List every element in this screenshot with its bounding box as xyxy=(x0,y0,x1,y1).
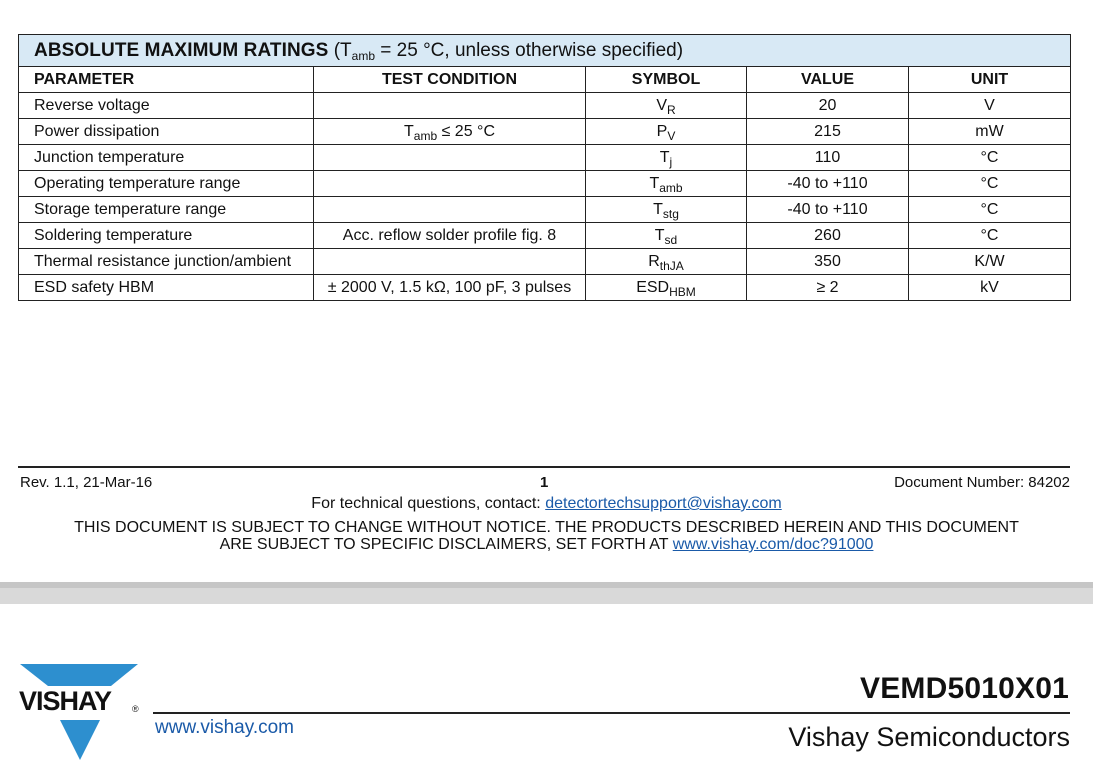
unit-text: mW xyxy=(975,122,1004,140)
cell-test-condition xyxy=(314,275,586,301)
cell-value xyxy=(747,275,909,301)
part-number: VEMD5010X01 xyxy=(860,672,1069,705)
table-row xyxy=(19,93,1071,119)
symbol-subscript: amb xyxy=(659,180,683,195)
value-text: -40 to +110 xyxy=(787,174,868,192)
cell-symbol xyxy=(586,223,747,249)
revision-label: Rev. 1.1, 21-Mar-16 xyxy=(20,474,153,491)
symbol-text: T xyxy=(659,148,670,166)
table-row xyxy=(19,119,1071,145)
symbol-text: R xyxy=(648,252,660,270)
cell-parameter xyxy=(19,171,314,197)
symbol-text: ESD xyxy=(636,278,670,296)
cell-parameter xyxy=(19,249,314,275)
footer-divider xyxy=(18,466,1070,468)
unit-text: °C xyxy=(980,200,999,218)
table-row xyxy=(19,171,1071,197)
contact-prefix: For technical questions, contact: xyxy=(311,495,546,512)
cell-test-condition xyxy=(314,249,586,275)
contact-email-link[interactable]: detectortechsupport@vishay.com xyxy=(545,495,782,512)
table-row xyxy=(19,145,1071,171)
cell-unit xyxy=(909,249,1071,275)
cell-test-condition xyxy=(314,171,586,197)
cell-unit xyxy=(909,223,1071,249)
value-text: 260 xyxy=(814,226,841,244)
cell-test-condition xyxy=(314,223,586,249)
parameter-text: Power dissipation xyxy=(34,122,160,140)
cell-unit xyxy=(909,93,1071,119)
value-text: 350 xyxy=(814,252,841,270)
registered-mark: ® xyxy=(132,704,139,714)
parameter-text: Reverse voltage xyxy=(34,96,150,114)
cell-test-condition xyxy=(314,93,586,119)
cell-symbol xyxy=(586,119,747,145)
company-name: Vishay Semiconductors xyxy=(788,722,1070,752)
table-title xyxy=(19,35,1071,67)
parameter-text: Storage temperature range xyxy=(34,200,227,218)
unit-text: °C xyxy=(980,148,999,166)
unit-text: °C xyxy=(980,174,999,192)
table-title-condition-open: (T xyxy=(333,39,352,61)
value-text: 20 xyxy=(818,96,837,114)
cell-value xyxy=(747,119,909,145)
cell-value xyxy=(747,223,909,249)
symbol-subscript: stg xyxy=(662,206,679,221)
table-title-condition-sub: amb xyxy=(351,48,375,63)
symbol-subscript: j xyxy=(669,154,673,169)
column-header-test-condition: TEST CONDITION xyxy=(314,67,586,93)
disclaimer-line-2 xyxy=(0,536,1093,553)
page-separator-shadow xyxy=(0,582,1093,588)
table-title-main: ABSOLUTE MAXIMUM RATINGS xyxy=(34,39,329,61)
value-text: -40 to +110 xyxy=(787,200,868,218)
table-row xyxy=(19,223,1071,249)
cell-value xyxy=(747,197,909,223)
cell-test-condition xyxy=(314,119,586,145)
table-title-condition-rest: = 25 °C, unless otherwise specified) xyxy=(375,39,684,61)
cell-symbol xyxy=(586,171,747,197)
cell-unit xyxy=(909,145,1071,171)
cell-value xyxy=(747,249,909,275)
parameter-text: Soldering temperature xyxy=(34,226,193,244)
cell-symbol xyxy=(586,93,747,119)
parameter-text: Thermal resistance junction/ambient xyxy=(34,252,292,270)
table-header-row xyxy=(19,67,1071,93)
cell-parameter xyxy=(19,93,314,119)
website-link[interactable]: www.vishay.com xyxy=(155,717,295,738)
absolute-maximum-ratings-table xyxy=(18,34,1071,301)
disclaimer-line-2-text: ARE SUBJECT TO SPECIFIC DISCLAIMERS, SET FORTH AT xyxy=(219,536,673,553)
disclaimer-line-1: THIS DOCUMENT IS SUBJECT TO CHANGE WITHOUT NOTICE. THE PRODUCTS DESCRIBED HEREIN AND THIS DOCUMENT xyxy=(74,519,1019,536)
table-row xyxy=(19,249,1071,275)
table-row xyxy=(19,275,1071,301)
cell-parameter xyxy=(19,223,314,249)
symbol-text: T xyxy=(654,226,665,244)
parameter-text: Junction temperature xyxy=(34,148,185,166)
table-row xyxy=(19,197,1071,223)
value-text: ≥ 2 xyxy=(816,278,839,296)
header-divider xyxy=(153,712,1070,714)
cell-symbol xyxy=(586,197,747,223)
condition-text: Acc. reflow solder profile fig. 8 xyxy=(342,226,557,244)
cell-parameter xyxy=(19,145,314,171)
unit-text: V xyxy=(984,96,995,114)
symbol-subscript: R xyxy=(667,102,676,117)
cell-parameter xyxy=(19,119,314,145)
page-separator xyxy=(0,582,1093,604)
cell-symbol xyxy=(586,145,747,171)
cell-value xyxy=(747,171,909,197)
cell-parameter xyxy=(19,275,314,301)
unit-text: kV xyxy=(980,278,999,296)
parameter-text: Operating temperature range xyxy=(34,174,241,192)
cell-unit xyxy=(909,171,1071,197)
technical-contact xyxy=(0,495,1093,513)
condition-rest: ≤ 25 °C xyxy=(437,122,495,140)
unit-text: °C xyxy=(980,226,999,244)
symbol-text: T xyxy=(653,200,663,218)
symbol-subscript: V xyxy=(667,128,676,143)
logo-wordmark: VISHAY xyxy=(19,686,112,716)
symbol-text: T xyxy=(649,174,660,192)
symbol-subscript: thJA xyxy=(659,258,684,273)
symbol-subscript: sd xyxy=(664,232,678,247)
column-header-parameter: PARAMETER xyxy=(19,67,314,93)
page-number: 1 xyxy=(540,474,549,491)
disclaimer xyxy=(0,519,1093,553)
condition-text: ± 2000 V, 1.5 kΩ, 100 pF, 3 pulses xyxy=(327,278,572,296)
cell-symbol xyxy=(586,249,747,275)
column-header-unit: UNIT xyxy=(909,67,1071,93)
value-text: 215 xyxy=(814,122,841,140)
symbol-text: P xyxy=(656,122,668,140)
column-header-value: VALUE xyxy=(747,67,909,93)
cell-unit xyxy=(909,197,1071,223)
cell-unit xyxy=(909,119,1071,145)
condition-text: T xyxy=(404,122,414,140)
document-number: Document Number: 84202 xyxy=(894,474,1070,491)
cell-test-condition xyxy=(314,145,586,171)
cell-unit xyxy=(909,275,1071,301)
symbol-text: V xyxy=(656,96,667,114)
condition-subscript: amb xyxy=(413,128,438,143)
unit-text: K/W xyxy=(974,252,1005,270)
disclaimer-link[interactable]: www.vishay.com/doc?91000 xyxy=(672,536,874,553)
cell-symbol xyxy=(586,275,747,301)
column-header-symbol: SYMBOL xyxy=(586,67,747,93)
cell-test-condition xyxy=(314,197,586,223)
cell-value xyxy=(747,145,909,171)
cell-value xyxy=(747,93,909,119)
cell-parameter xyxy=(19,197,314,223)
value-text: 110 xyxy=(814,148,841,166)
symbol-subscript: HBM xyxy=(669,284,696,299)
parameter-text: ESD safety HBM xyxy=(34,278,155,296)
table-title-row xyxy=(19,35,1071,67)
